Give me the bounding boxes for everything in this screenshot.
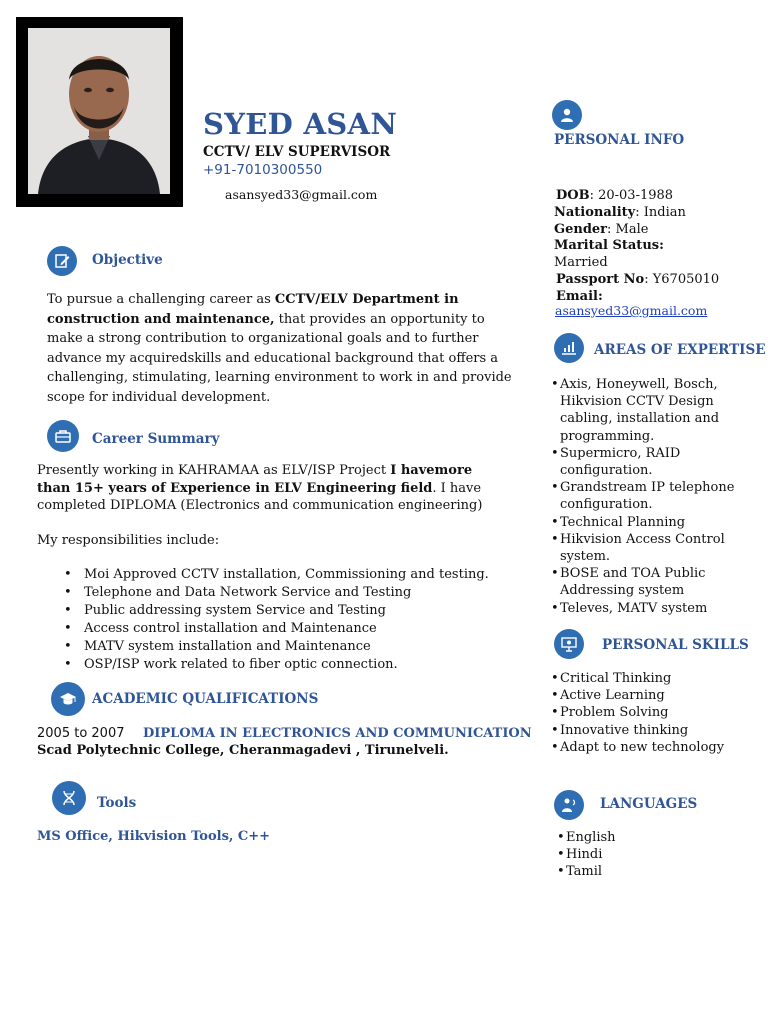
- list-item: • BOSE and TOA Public Addressing system: [551, 565, 741, 599]
- list-item: • Access control installation and Maintenance: [60, 620, 489, 638]
- responsibilities-list: [60, 566, 489, 674]
- dob-value: : 20-03-1988: [589, 188, 674, 203]
- dob-row: [556, 187, 673, 205]
- skills-list: [551, 670, 724, 756]
- presentation-icon: [554, 629, 584, 659]
- list-item: • OSP/ISP work related to fiber optic connection.: [60, 656, 489, 674]
- marital-colon: :: [659, 238, 664, 253]
- gender-label: Gender: [554, 222, 608, 237]
- list-item: • Telephone and Data Network Service and Testing: [60, 584, 489, 602]
- nationality-row: [554, 204, 686, 222]
- list-item: • English: [557, 829, 616, 846]
- list-item: • Critical Thinking: [551, 670, 724, 687]
- career-text-start: Presently working in KAHRAMAA as ELV/ISP Project: [37, 463, 391, 478]
- list-item: • Problem Solving: [551, 704, 724, 721]
- list-item: • MATV system installation and Maintenance: [60, 638, 489, 656]
- personal-info-title: PERSONAL INFO: [554, 132, 685, 148]
- chart-hand-icon: [554, 333, 584, 363]
- list-item: • Televes, MATV system: [551, 600, 741, 617]
- list-item: • Axis, Honeywell, Bosch, Hikvision CCTV Design cabling, installation and programming.: [551, 376, 741, 445]
- email-link[interactable]: asansyed33@gmail.com: [555, 303, 708, 318]
- passport-row: [556, 271, 719, 289]
- career-text-highlight: I havemore than 15+ years of Experience in ELV Engineering field: [37, 463, 473, 496]
- email-address: asansyed33@gmail.com: [225, 187, 378, 202]
- email-label: Email:: [556, 289, 603, 304]
- expertise-title: AREAS OF EXPERTISE: [594, 342, 766, 358]
- speaker-icon: [554, 790, 584, 820]
- objective-intro: To pursue a challenging career as: [47, 292, 275, 307]
- marital-label: Marital Status: [554, 238, 660, 253]
- profile-photo: [28, 28, 170, 194]
- list-item: • Innovative thinking: [551, 722, 724, 739]
- languages-title: LANGUAGES: [600, 796, 698, 812]
- job-title: CCTV/ ELV SUPERVISOR: [203, 144, 391, 160]
- marital-row: [554, 237, 664, 255]
- academic-degree: DIPLOMA IN ELECTRONICS AND COMMUNICATION: [143, 726, 532, 741]
- list-item: • Moi Approved CCTV installation, Commissioning and testing.: [60, 566, 489, 584]
- marital-value: Married: [554, 255, 608, 270]
- list-item: • Hindi: [557, 846, 616, 863]
- objective-title: Objective: [92, 252, 163, 268]
- nationality-value: : Indian: [635, 205, 686, 220]
- list-item: • Adapt to new technology: [551, 739, 724, 756]
- list-item: • Tamil: [557, 863, 616, 880]
- nationality-label: Nationality: [554, 205, 636, 220]
- passport-value: : Y6705010: [644, 272, 720, 287]
- skills-title: PERSONAL SKILLS: [602, 637, 749, 653]
- candidate-name: SYED ASAN: [203, 107, 398, 141]
- objective-text: [47, 290, 522, 407]
- passport-label: Passport No: [556, 272, 645, 287]
- briefcase-icon: [47, 420, 79, 452]
- edit-icon: [47, 246, 77, 276]
- objective-rest: that provides an opportunity to make a strong contribution to organizational goals and to further advance my acquiredskills and educational background that offers a challenging, stimulating, learning environment to work in and provide scope for individual development.: [47, 311, 512, 405]
- career-text-rest: . I have completed DIPLOMA (Electronics and communication engineering): [37, 480, 483, 513]
- list-item: • Grandstream IP telephone configuration.: [551, 479, 741, 513]
- list-item: • Hikvision Access Control system.: [551, 531, 741, 565]
- gender-value: : Male: [607, 222, 649, 237]
- gender-row: [554, 221, 648, 239]
- languages-list: [557, 829, 616, 881]
- responsibilities-label: My responsibilities include:: [37, 533, 220, 548]
- academic-title: ACADEMIC QUALIFICATIONS: [92, 691, 319, 707]
- career-summary-title: Career Summary: [92, 431, 220, 447]
- list-item: • Supermicro, RAID configuration.: [551, 445, 741, 479]
- career-summary-text: [37, 462, 502, 515]
- dna-icon: [52, 781, 86, 815]
- person-icon: [552, 100, 582, 130]
- dob-label: DOB: [556, 188, 590, 203]
- expertise-list: [551, 376, 741, 617]
- list-item: • Active Learning: [551, 687, 724, 704]
- tools-list: MS Office, Hikvision Tools, C++: [37, 829, 271, 844]
- graduation-cap-icon: [51, 682, 85, 716]
- academic-years: 2005 to 2007: [37, 726, 125, 741]
- phone-number: +91-7010300550: [203, 162, 323, 178]
- tools-title: Tools: [97, 795, 137, 811]
- objective-highlight: CCTV/ELV Department in construction and maintenance,: [47, 292, 459, 327]
- list-item: • Public addressing system Service and Testing: [60, 602, 489, 620]
- list-item: • Technical Planning: [551, 514, 741, 531]
- academic-college: Scad Polytechnic College, Cheranmagadevi , Tirunelveli.: [37, 743, 449, 758]
